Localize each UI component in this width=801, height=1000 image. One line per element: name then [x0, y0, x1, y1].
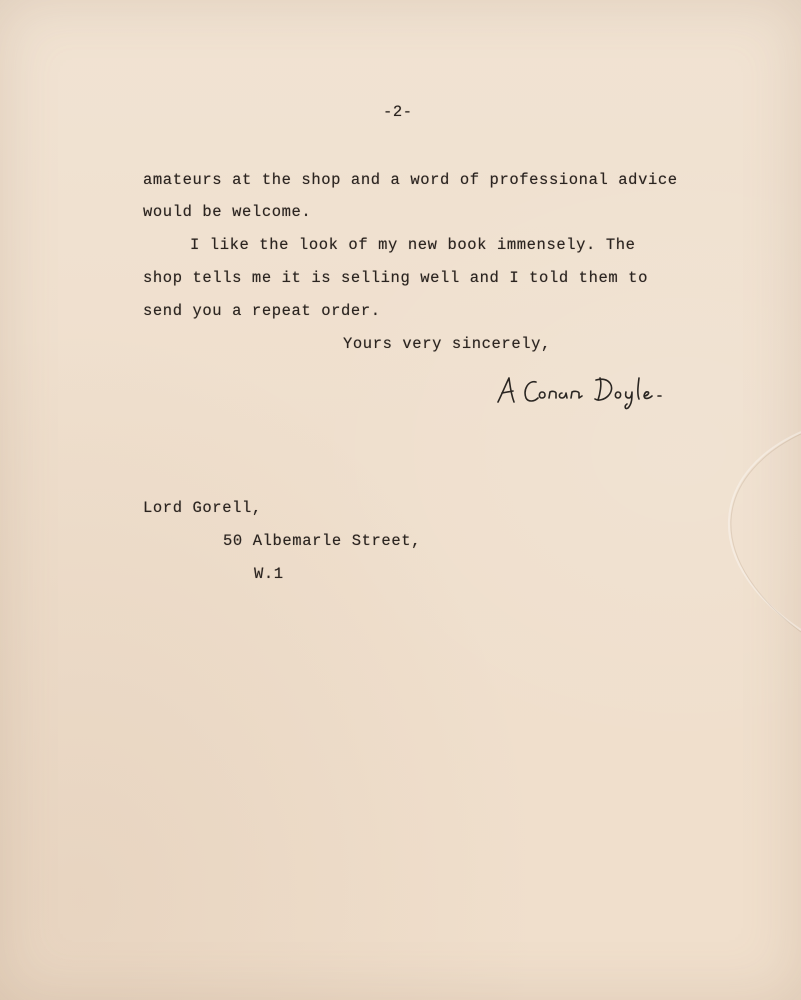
- recipient-street: 50 Albemarle Street,: [223, 532, 422, 550]
- paper-crease: [661, 420, 801, 640]
- body-line: send you a repeat order.: [143, 302, 381, 320]
- recipient-name: Lord Gorell,: [143, 499, 262, 517]
- page-number: -2-: [383, 103, 413, 121]
- body-line: would be welcome.: [143, 203, 312, 221]
- closing: Yours very sincerely,: [343, 335, 551, 353]
- body-line: amateurs at the shop and a word of professional advice: [143, 171, 678, 189]
- signature: [492, 372, 672, 412]
- recipient-district: W.1: [254, 565, 284, 583]
- body-line: I like the look of my new book immensely. The: [190, 236, 636, 254]
- body-line: shop tells me it is selling well and I told them to: [143, 269, 648, 287]
